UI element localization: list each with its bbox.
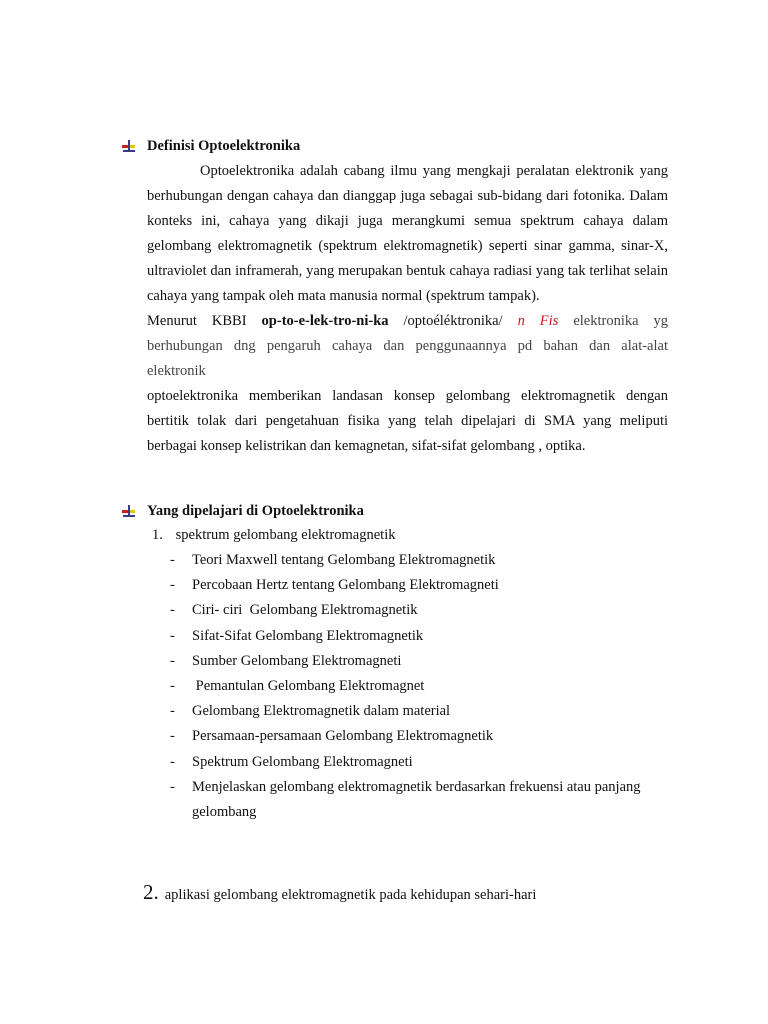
- subtopic-text: Pemantulan Gelombang Elektromagnet: [192, 678, 425, 695]
- kbbi-pronunciation: /optoéléktronika/: [403, 313, 503, 329]
- definition-paragraph: [147, 159, 668, 309]
- subtopic-text: Ciri- ciri Gelombang Elektromagnetik: [192, 602, 418, 619]
- paragraph-text: Optoelektronika adalah cabang ilmu yang mengkaji peralatan elektronik yang berhubungan dengan cahaya dan dianggap juga sebagai sub-bidang dari fotonika. Dalam konteks ini, cahaya yang dikaji juga merangkumi semua spektrum cahaya dalam gelombang elektromagnetik (spektrum elektromagnetik) seperti sinar gamma, sinar-X, ultraviolet dan inframerah, yang merupakan bentuk cahaya radiasi yang tak terlihat selain cahaya yang tampak oleh mata manusia normal (spektrum tampak).: [147, 163, 668, 304]
- kbbi-headword: op-to-e-lek-tro-ni-ka: [261, 313, 389, 329]
- section-title: Definisi Optoelektronika: [147, 138, 301, 154]
- subtopic-text: Percobaan Hertz tentang Gelombang Elektromagneti: [192, 577, 499, 594]
- dash-marker: -: [170, 753, 175, 770]
- subtopic-list-item: [170, 674, 670, 699]
- subtopic-list-item: [170, 573, 670, 598]
- subtopic-text: Menjelaskan gelombang elektromagnetik berdasarkan frekuensi atau panjang gelombang: [192, 778, 645, 821]
- subtopic-text: Sifat-Sifat Gelombang Elektromagnetik: [192, 627, 424, 644]
- kbbi-definition-start: elektronika yg: [573, 313, 669, 329]
- subtopic-text: Teori Maxwell tentang Gelombang Elektromagnetik: [192, 552, 496, 568]
- dash-marker: -: [170, 678, 175, 695]
- subtopic-list-item: [170, 649, 670, 674]
- subtopic-list-item: [170, 699, 670, 724]
- item-number: 2.: [143, 880, 159, 904]
- dash-marker: -: [170, 652, 175, 669]
- subtopic-list-item: [170, 598, 670, 623]
- subtopic-list: [170, 548, 670, 825]
- landasan-paragraph: [147, 384, 668, 459]
- subtopic-list-item: [170, 724, 670, 749]
- subtopic-text: Sumber Gelombang Elektromagneti: [192, 652, 402, 669]
- dash-marker: -: [170, 602, 175, 619]
- subtopic-text: Spektrum Gelombang Elektromagneti: [192, 753, 413, 770]
- item-number: 1.: [152, 527, 163, 543]
- subtopic-list-item: [170, 775, 670, 825]
- dash-marker: -: [170, 778, 175, 795]
- subtopic-text: Persamaan-persamaan Gelombang Elektromagnetik: [192, 728, 494, 745]
- item-text: spektrum gelombang elektromagnetik: [175, 527, 396, 543]
- kbbi-line-2: berhubungan dng pengaruh cahaya dan penggunaannya pd bahan dan alat-alat: [147, 338, 668, 354]
- dash-marker: -: [170, 577, 175, 594]
- dash-marker: -: [170, 728, 175, 745]
- section-heading-definisi: [121, 137, 300, 155]
- section-heading-dipelajari: [121, 502, 364, 520]
- subtopic-list-item: [170, 750, 670, 775]
- kbbi-prefix: Menurut KBBI: [147, 313, 247, 329]
- dash-marker: -: [170, 703, 175, 720]
- kbbi-word-class: n Fis: [517, 313, 559, 329]
- numbered-item-2: [143, 880, 536, 905]
- pushpin-bullet-icon: [121, 504, 135, 518]
- subtopic-text: Gelombang Elektromagnetik dalam material: [192, 703, 451, 720]
- pushpin-bullet-icon: [121, 139, 135, 153]
- dash-marker: -: [170, 627, 175, 644]
- section-title: Yang dipelajari di Optoelektronika: [147, 503, 364, 519]
- item-text: aplikasi gelombang elektromagnetik pada kehidupan sehari-hari: [164, 887, 537, 903]
- paragraph-text: optoelektronika memberikan landasan konsep gelombang elektromagnetik dengan bertitik tolak dari pengetahuan fisika yang telah dipelajari di SMA yang meliputi berbagai konsep kelistrikan dan kemagnetan, sifat-sifat gelombang , optika.: [147, 388, 668, 454]
- subtopic-list-item: [170, 624, 670, 649]
- kbbi-line-1: [147, 309, 668, 334]
- kbbi-definition: [147, 309, 668, 384]
- subtopic-list-item: [170, 548, 670, 573]
- dash-marker: -: [170, 552, 175, 568]
- kbbi-line-3: elektronik: [147, 363, 206, 379]
- numbered-item-1: [152, 523, 395, 548]
